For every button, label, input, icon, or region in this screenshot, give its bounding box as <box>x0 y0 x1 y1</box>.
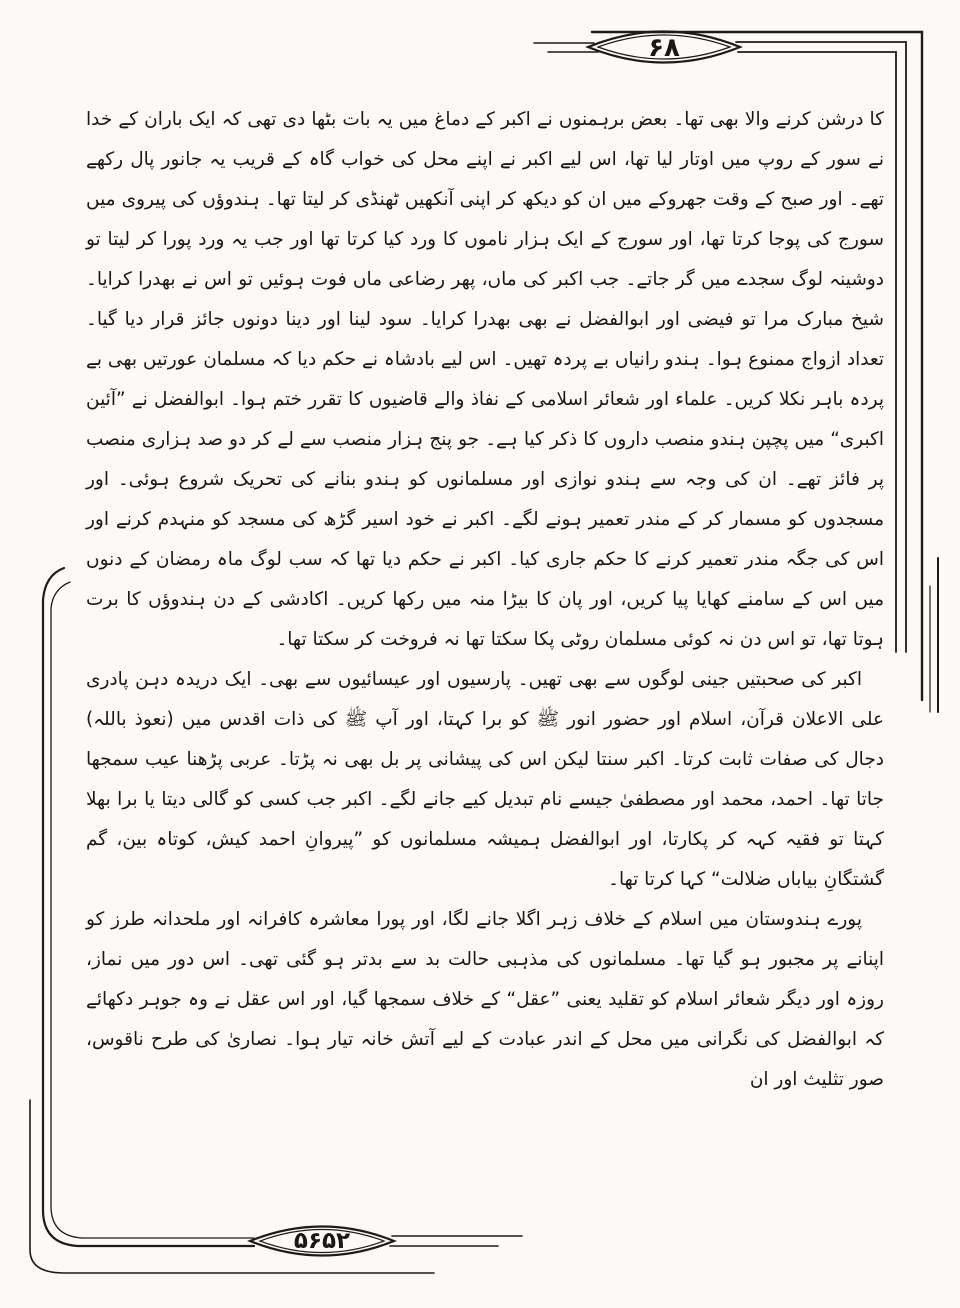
body-text <box>86 100 884 1100</box>
page-number: ۶۸ <box>648 33 680 63</box>
paragraph: اکبر کی صحبتیں جینی لوگوں سے بھی تھیں۔ پارسیوں اور عیسائیوں سے بھی۔ ایک دریدہ دہن پادری علی الاعلان قرآن، اسلام اور حضور انور ﷺ کو برا کہتا، اور آپ ﷺ کی ذات اقدس میں (نعوذ باللہ) دجال کی صفات ثابت کرتا۔ اکبر سنتا لیکن اس کی پیشانی پر بل بھی نہ پڑتا۔ عربی پڑھنا عیب سمجھا جاتا تھا۔ احمد، محمد اور مصطفیٰ جیسے نام تبدیل کیے جانے لگے۔ اکبر جب کسی کو گالی دیتا یا برا بھلا کہتا تو فقیہ کہہ کر پکارتا، اور ابوالفضل ہمیشہ مسلمانوں کو ”پیروانِ احمد کیش، کوتاہ بین، گم گشتگانِ بیاباں ضلالت“ کہا کرتا تھا۔ <box>86 669 884 890</box>
paragraph: پورے ہندوستان میں اسلام کے خلاف زہر اگلا جانے لگا، اور پورا معاشرہ کافرانہ اور ملحدانہ طرز کو اپنانے پر مجبور ہو گیا تھا۔ مسلمانوں کی مذہبی حالت بد سے بدتر ہو گئی تھی۔ اس دور میں نماز، روزہ اور دیگر شعائر اسلام کو تقلید یعنی ”عقل“ کے خلاف سمجھا گیا، اور اس عقل نے وہ جوہر دکھائے کہ ابوالفضل کی نگرانی میں محل کے اندر عبادت کے لیے آتش خانہ تیار ہوا۔ نصاریٰ کی طرح ناقوس، صور تثلیث اور ان <box>86 909 884 1090</box>
paragraph: کا درشن کرنے والا بھی تھا۔ بعض برہمنوں نے اکبر کے دماغ میں یہ بات بٹھا دی تھی کہ ایک باران کے خدا نے سور کے روپ میں اوتار لیا تھا، اس لیے اکبر نے اپنے محل کی خواب گاہ کے قریب یہ جانور پال رکھے تھے۔ اور صبح کے وقت جھروکے میں ان کو دیکھ کر اپنی آنکھیں ٹھنڈی کر لیتا تھا۔ ہندوؤں کی پیروی میں سورج کی پوجا کرتا تھا، اور سورج کے ایک ہزار ناموں کا ورد کیا کرتا تھا اور جب یہ ورد پورا کر لیتا تو دوشینہ لوگ سجدے میں گر جاتے۔ جب اکبر کی ماں، پھر رضاعی ماں فوت ہوئیں تو اس نے بھدرا کرایا۔ شیخ مبارک مرا تو فیضی اور ابوالفضل نے بھی بھدرا کرایا۔ سود لینا اور دینا دونوں جائز قرار دیا گیا۔ تعداد ازواج ممنوع ہوا۔ ہندو رانیاں بے پردہ تھیں۔ اس لیے بادشاہ نے حکم دیا کہ مسلمان عورتیں بھی بے پردہ باہر نکلا کریں۔ علماء اور شعائر اسلامی کے نفاذ والے قاضیوں کا تقرر ختم ہوا۔ ابوالفضل نے ”آئین اکبری“ میں پچپن ہندو منصب داروں کا ذکر کیا ہے۔ جو پنج ہزار منصب سے لے کر دو صد ہزاری منصب پر فائز تھے۔ ان کی وجہ سے ہندو نوازی اور مسلمانوں کو ہندو بنانے کی تحریک شروع ہوئی۔ اور مسجدوں کو مسمار کر کے مندر تعمیر ہونے لگے۔ اکبر نے خود اسیر گڑھ کی مسجد کو منہدم کرنے اور اس کی جگہ مندر تعمیر کرنے کا حکم جاری کیا۔ اکبر نے حکم دیا تھا کہ سب لوگ ماہ رمضان کے دنوں میں اس کے سامنے کھایا پیا کریں، اور پان کا بیڑا منہ میں رکھا کریں۔ اکادشی کے دن ہندوؤں کا برت ہوتا تھا، تو اس دن نہ کوئی مسلمان روٹی پکا سکتا تھا نہ فروخت کر سکتا تھا۔ <box>86 109 884 650</box>
footer-code: ۵۶۵۲ <box>293 1228 351 1254</box>
